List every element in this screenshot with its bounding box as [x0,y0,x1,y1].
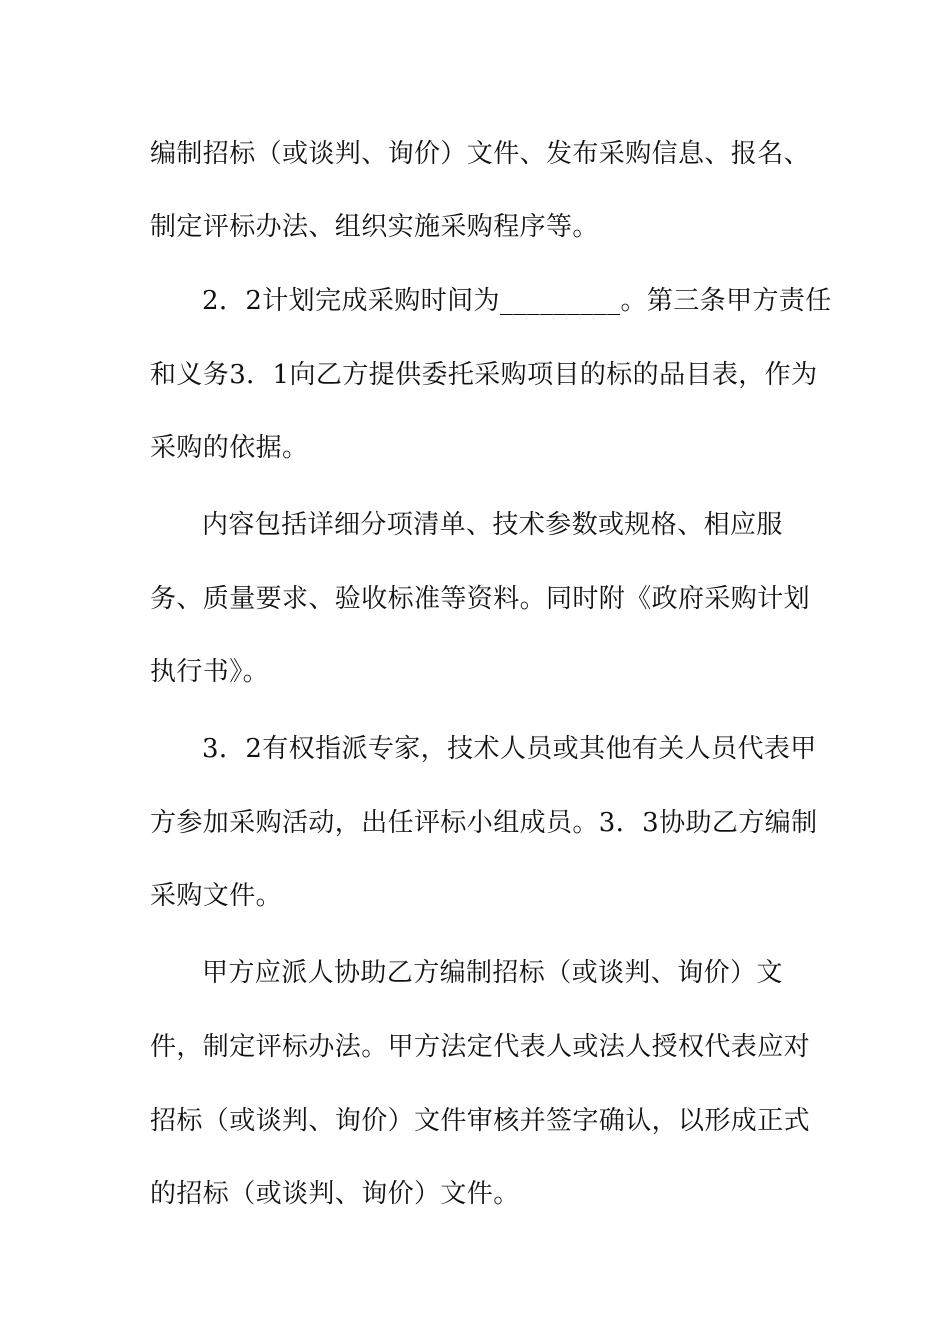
text-line: 3．2有权指派专家，技术人员或其他有关人员代表甲 [202,734,817,764]
text-line: 方参加采购活动，出任评标小组成员。3．3协助乙方编制 [150,808,818,838]
text-line: 招标（或谈判、询价）文件审核并签字确认，以形成正式 [150,1106,811,1136]
text-line: 采购的依据。 [150,433,309,463]
text-line: 内容包括详细分项清单、技术参数或规格、相应服 [202,510,783,540]
text-line: 采购文件。 [150,881,283,911]
text-line: 制定评标办法、组织实施采购程序等。 [150,212,599,242]
text-line: 件，制定评标办法。甲方法定代表人或法人授权代表应对 [150,1032,811,1062]
text-line: 的招标（或谈判、询价）文件。 [150,1179,520,1209]
text-line: 务、质量要求、验收标准等资料。同时附《政府采购计划 [150,584,811,614]
text-line: 和义务3．1向乙方提供委托采购项目的标的品目表，作为 [150,360,818,390]
text-line: 编制招标（或谈判、询价）文件、发布采购信息、报名、 [150,139,811,169]
text-line: 甲方应派人协助乙方编制招标（或谈判、询价）文 [202,958,783,988]
text-line: 2．2计划完成采购时间为_________。第三条甲方责任 [202,286,832,316]
text-line: 执行书》。 [150,657,270,687]
